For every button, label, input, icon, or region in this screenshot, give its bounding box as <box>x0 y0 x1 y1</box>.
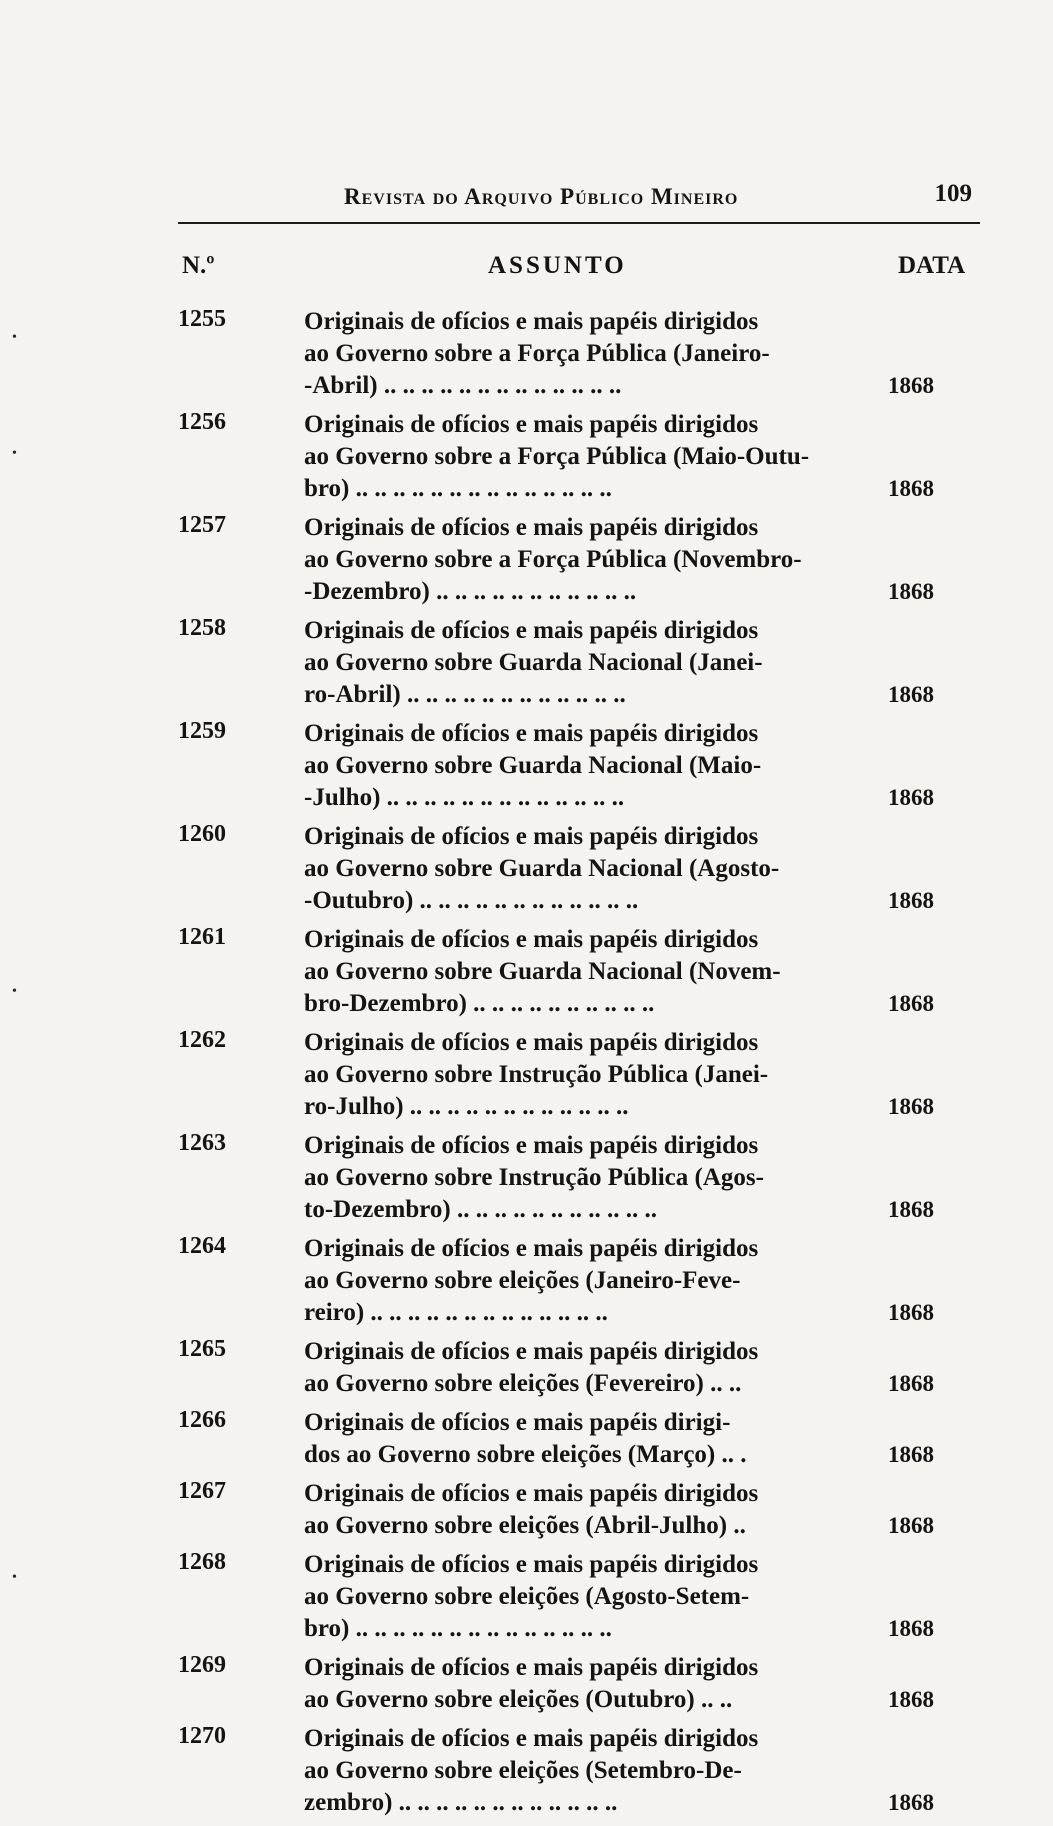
entry-date: 1868 <box>888 1616 934 1641</box>
page-number: 109 <box>934 180 972 207</box>
margin-speck: • <box>12 1570 17 1585</box>
entry-number: 1260 <box>178 821 226 847</box>
column-header-number: N.º <box>182 252 215 279</box>
entry-date: 1868 <box>888 476 934 501</box>
entry-number: 1265 <box>178 1336 226 1362</box>
list-item <box>170 1723 970 1819</box>
entry-date: 1868 <box>888 1790 934 1815</box>
column-header-date: DATA <box>898 252 966 279</box>
entry-date: 1868 <box>888 1300 934 1325</box>
entry-number: 1269 <box>178 1652 226 1678</box>
entry-date: 1868 <box>888 1513 934 1538</box>
journal-title: Revista do Arquivo Público Mineiro <box>344 184 739 209</box>
entry-subject: Originais de ofícios e mais papéis dirigidos ao Governo sobre eleições (Outubro) .. .. <box>304 1654 759 1713</box>
entry-subject: Originais de ofícios e mais papéis dirigidos ao Governo sobre Guarda Nacional (Novem- bro-Dezembro) .. .. .. .. .. .. .. .. .. .. <box>304 926 781 1017</box>
entry-date: 1868 <box>888 1442 934 1467</box>
entry-number: 1255 <box>178 306 226 332</box>
entry-date: 1868 <box>888 579 934 604</box>
list-item <box>170 615 970 711</box>
entry-number: 1261 <box>178 924 226 950</box>
list-item <box>170 1336 970 1400</box>
entry-date: 1868 <box>888 1197 934 1222</box>
entry-number: 1257 <box>178 512 226 538</box>
entry-subject: Originais de ofícios e mais papéis dirigidos ao Governo sobre Instrução Pública (Agos- to-Dezembro) .. .. .. .. .. .. .. .. .. .. .. <box>304 1132 764 1223</box>
entry-date: 1868 <box>888 1687 934 1712</box>
list-item <box>170 1407 970 1471</box>
list-item <box>170 1130 970 1226</box>
running-header <box>178 176 980 224</box>
entry-subject: Originais de ofícios e mais papéis dirigidos ao Governo sobre Guarda Nacional (Agosto- -Outubro) .. .. .. .. .. .. .. .. .. .. .. .. <box>304 823 780 914</box>
entry-subject: Originais de ofícios e mais papéis dirigidos ao Governo sobre eleições (Agosto-Setem- bro) .. .. .. .. .. .. .. .. .. .. .. .. .. .. <box>304 1551 759 1642</box>
margin-speck: • <box>12 446 17 461</box>
entry-number: 1267 <box>178 1478 226 1504</box>
list-item <box>170 1027 970 1123</box>
entry-number: 1259 <box>178 718 226 744</box>
entry-subject: Originais de ofícios e mais papéis dirigidos ao Governo sobre eleições (Setembro-De- zembro) .. .. .. .. .. .. .. .. .. .. .. .. <box>304 1725 759 1816</box>
entry-number: 1262 <box>178 1027 226 1053</box>
entry-number: 1266 <box>178 1407 226 1433</box>
entry-date: 1868 <box>888 991 934 1016</box>
entry-subject: Originais de ofícios e mais papéis dirigidos ao Governo sobre eleições (Fevereiro) .. .. <box>304 1338 759 1397</box>
list-item <box>170 718 970 814</box>
entry-subject: Originais de ofícios e mais papéis dirigidos ao Governo sobre Guarda Nacional (Janei- ro-Abril) .. .. .. .. .. .. .. .. .. .. .. .. <box>304 617 763 708</box>
entry-subject: Originais de ofícios e mais papéis dirigidos ao Governo sobre a Força Pública (Maio-Outu- bro) .. .. .. .. .. .. .. .. .. .. .. .. .. .. <box>304 411 810 502</box>
entry-date: 1868 <box>888 373 934 398</box>
entry-subject: Originais de ofícios e mais papéis dirigidos ao Governo sobre eleições (Abril-Julho) .. <box>304 1480 759 1539</box>
entry-number: 1256 <box>178 409 226 435</box>
entry-number: 1258 <box>178 615 226 641</box>
margin-speck: • <box>12 330 17 345</box>
list-item <box>170 1652 970 1716</box>
entry-subject: Originais de ofícios e mais papéis dirigidos ao Governo sobre a Força Pública (Novembro- -Dezembro) .. .. .. .. .. .. .. .. .. .. .. <box>304 514 802 605</box>
list-item <box>170 1233 970 1329</box>
entry-number: 1263 <box>178 1130 226 1156</box>
entry-list <box>170 306 970 1826</box>
list-item <box>170 306 970 402</box>
entry-number: 1268 <box>178 1549 226 1575</box>
list-item <box>170 409 970 505</box>
entry-subject: Originais de ofícios e mais papéis dirigidos ao Governo sobre a Força Pública (Janeiro- -Abril) .. .. .. .. .. .. .. .. .. .. .. .. .. <box>304 308 770 399</box>
list-item <box>170 821 970 917</box>
list-item <box>170 1478 970 1542</box>
entry-date: 1868 <box>888 785 934 810</box>
entry-subject: Originais de ofícios e mais papéis dirigidos ao Governo sobre eleições (Janeiro-Feve- reiro) .. .. .. .. .. .. .. .. .. .. .. .. .. <box>304 1235 759 1326</box>
entry-number: 1264 <box>178 1233 226 1259</box>
list-item <box>170 924 970 1020</box>
entry-date: 1868 <box>888 682 934 707</box>
entry-date: 1868 <box>888 888 934 913</box>
entry-number: 1270 <box>178 1723 226 1749</box>
entry-subject: Originais de ofícios e mais papéis dirigidos ao Governo sobre Instrução Pública (Janei- ro-Julho) .. .. .. .. .. .. .. .. .. .. .. .. <box>304 1029 769 1120</box>
entry-date: 1868 <box>888 1371 934 1396</box>
list-item <box>170 512 970 608</box>
column-header-subject: ASSUNTO <box>488 252 627 279</box>
list-item <box>170 1549 970 1645</box>
margin-speck: • <box>12 984 17 999</box>
entry-subject: Originais de ofícios e mais papéis dirigidos ao Governo sobre Guarda Nacional (Maio- -Julho) .. .. .. .. .. .. .. .. .. .. .. .. .. <box>304 720 762 811</box>
entry-subject: Originais de ofícios e mais papéis dirigi- dos ao Governo sobre eleições (Março) .. . <box>304 1409 747 1468</box>
entry-date: 1868 <box>888 1094 934 1119</box>
